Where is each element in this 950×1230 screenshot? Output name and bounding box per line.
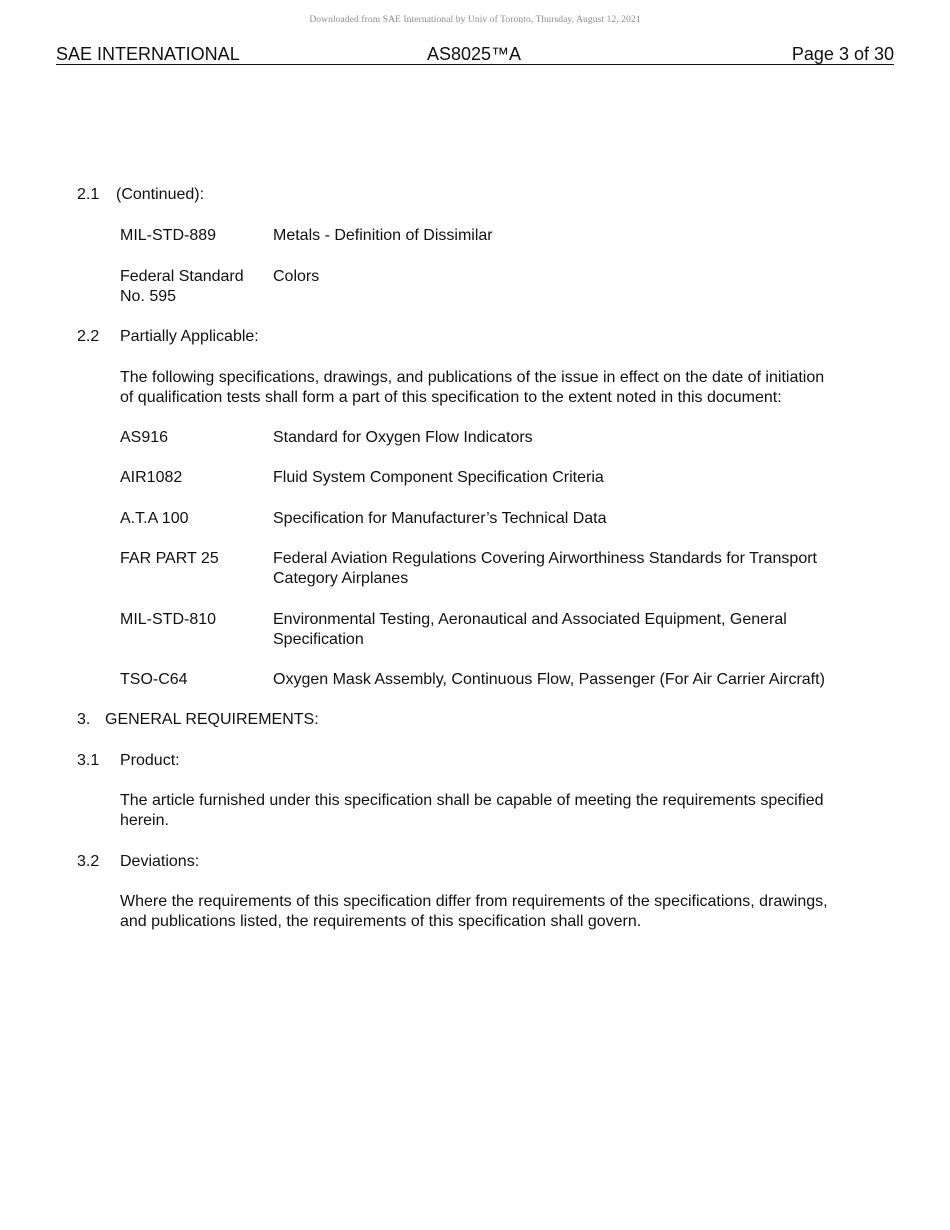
ref-desc: Oxygen Mask Assembly, Continuous Flow, Passenger (For Air Carrier Aircraft) (273, 671, 825, 688)
section-number-3-2: 3.2 (77, 853, 100, 870)
download-banner: Downloaded from SAE International by Univ of Toronto, Thursday, August 12, 2021 (309, 15, 641, 25)
ref-desc: Environmental Testing, Aeronautical and Associated Equipment, General (273, 611, 787, 628)
ref-code: MIL-STD-889 (120, 227, 217, 244)
paragraph-line: and publications listed, the requirements of this specification shall govern. (120, 913, 642, 930)
ref-desc: Specification (273, 631, 364, 648)
section-title-2-1: (Continued): (116, 186, 205, 203)
paragraph-line: herein. (120, 812, 169, 829)
ref-code: FAR PART 25 (120, 550, 219, 567)
ref-code: AS916 (120, 429, 169, 446)
section-number-3: 3. (77, 711, 91, 728)
ref-desc: Metals - Definition of Dissimilar (273, 227, 493, 244)
paragraph-line: The following specifications, drawings, and publications of the issue in effect on the date of initiation (120, 369, 825, 386)
section-title-3-2: Deviations: (120, 853, 200, 870)
header-doc-id: AS8025™A (427, 44, 522, 64)
ref-desc: Fluid System Component Specification Criteria (273, 469, 604, 486)
ref-code: Federal Standard (120, 268, 244, 285)
paragraph-line: Where the requirements of this specification differ from requirements of the specifications, drawings, (120, 893, 828, 910)
ref-code: A.T.A 100 (120, 510, 189, 527)
ref-code: MIL-STD-810 (120, 611, 217, 628)
section-title-2-2: Partially Applicable: (120, 328, 259, 345)
ref-code: No. 595 (120, 288, 177, 305)
ref-desc: Colors (273, 268, 320, 285)
ref-code: AIR1082 (120, 469, 183, 486)
header-org: SAE INTERNATIONAL (56, 44, 240, 64)
ref-desc: Federal Aviation Regulations Covering Airworthiness Standards for Transport (273, 550, 817, 567)
header-page-number: Page 3 of 30 (791, 44, 894, 64)
ref-code: TSO-C64 (120, 671, 188, 688)
section-title-3-1: Product: (120, 752, 180, 769)
section-number-2-1: 2.1 (77, 186, 100, 203)
page-header (56, 44, 894, 65)
ref-desc: Standard for Oxygen Flow Indicators (273, 429, 533, 446)
paragraph-line: of qualification tests shall form a part of this specification to the extent noted in this document: (120, 389, 782, 406)
ref-desc: Category Airplanes (273, 570, 409, 587)
section-number-2-2: 2.2 (77, 328, 100, 345)
paragraph-line: The article furnished under this specification shall be capable of meeting the requirements specified (120, 792, 824, 809)
section-number-3-1: 3.1 (77, 752, 100, 769)
section-title-3: GENERAL REQUIREMENTS: (105, 711, 319, 728)
ref-desc: Specification for Manufacturer’s Technical Data (273, 510, 607, 527)
